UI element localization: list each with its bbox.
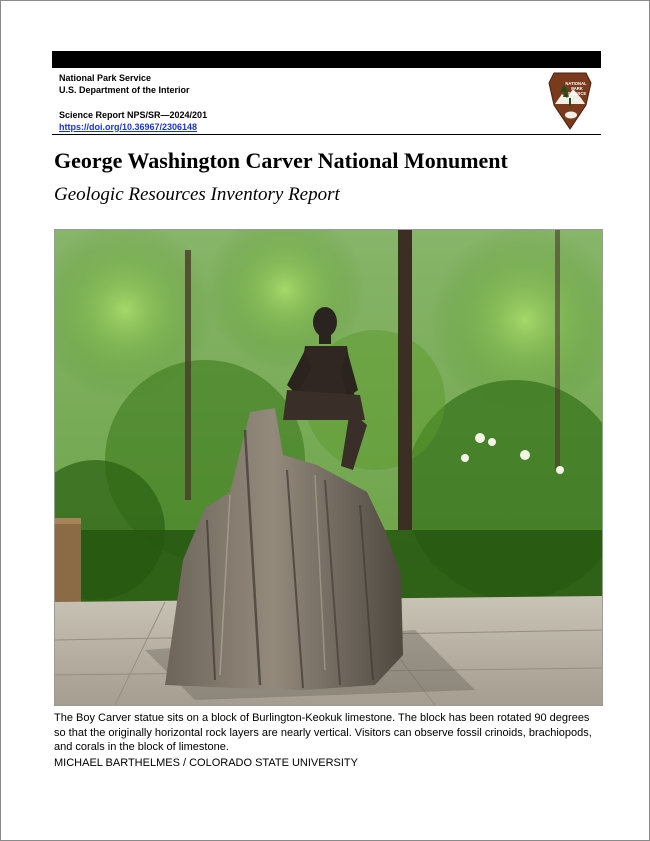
report-subtitle: Geologic Resources Inventory Report (54, 184, 340, 205)
report-id-block (59, 110, 207, 133)
report-number: Science Report NPS/SR—2024/201 (59, 110, 208, 120)
logo-text-park: PARK (571, 86, 583, 91)
doi-link[interactable]: https://doi.org/10.36967/2306148 (59, 121, 198, 132)
header-divider (52, 134, 601, 135)
photo-credit: MICHAEL BARTHELMES / COLORADO STATE UNIVERSITY (54, 757, 358, 769)
agency-name: National Park Service (59, 73, 152, 83)
photo-caption: The Boy Carver statue sits on a block of Burlington-Keokuk limestone. The block has been rotated 90 degrees so that the originally horizontal rock layers are nearly vertical. Visitors can observe fossil crinoids, brachiopods, and corals in the block of limestone. (54, 712, 592, 753)
logo-text-national: NATIONAL (565, 81, 587, 86)
header-black-bar (52, 51, 601, 68)
report-title: George Washington Carver National Monument (54, 148, 508, 173)
logo-text-service: SERVICE (567, 91, 587, 96)
nps-arrowhead-logo (548, 72, 592, 130)
cover-photo (54, 229, 603, 706)
department-name: U.S. Department of the Interior (59, 84, 190, 95)
agency-block (59, 73, 190, 96)
